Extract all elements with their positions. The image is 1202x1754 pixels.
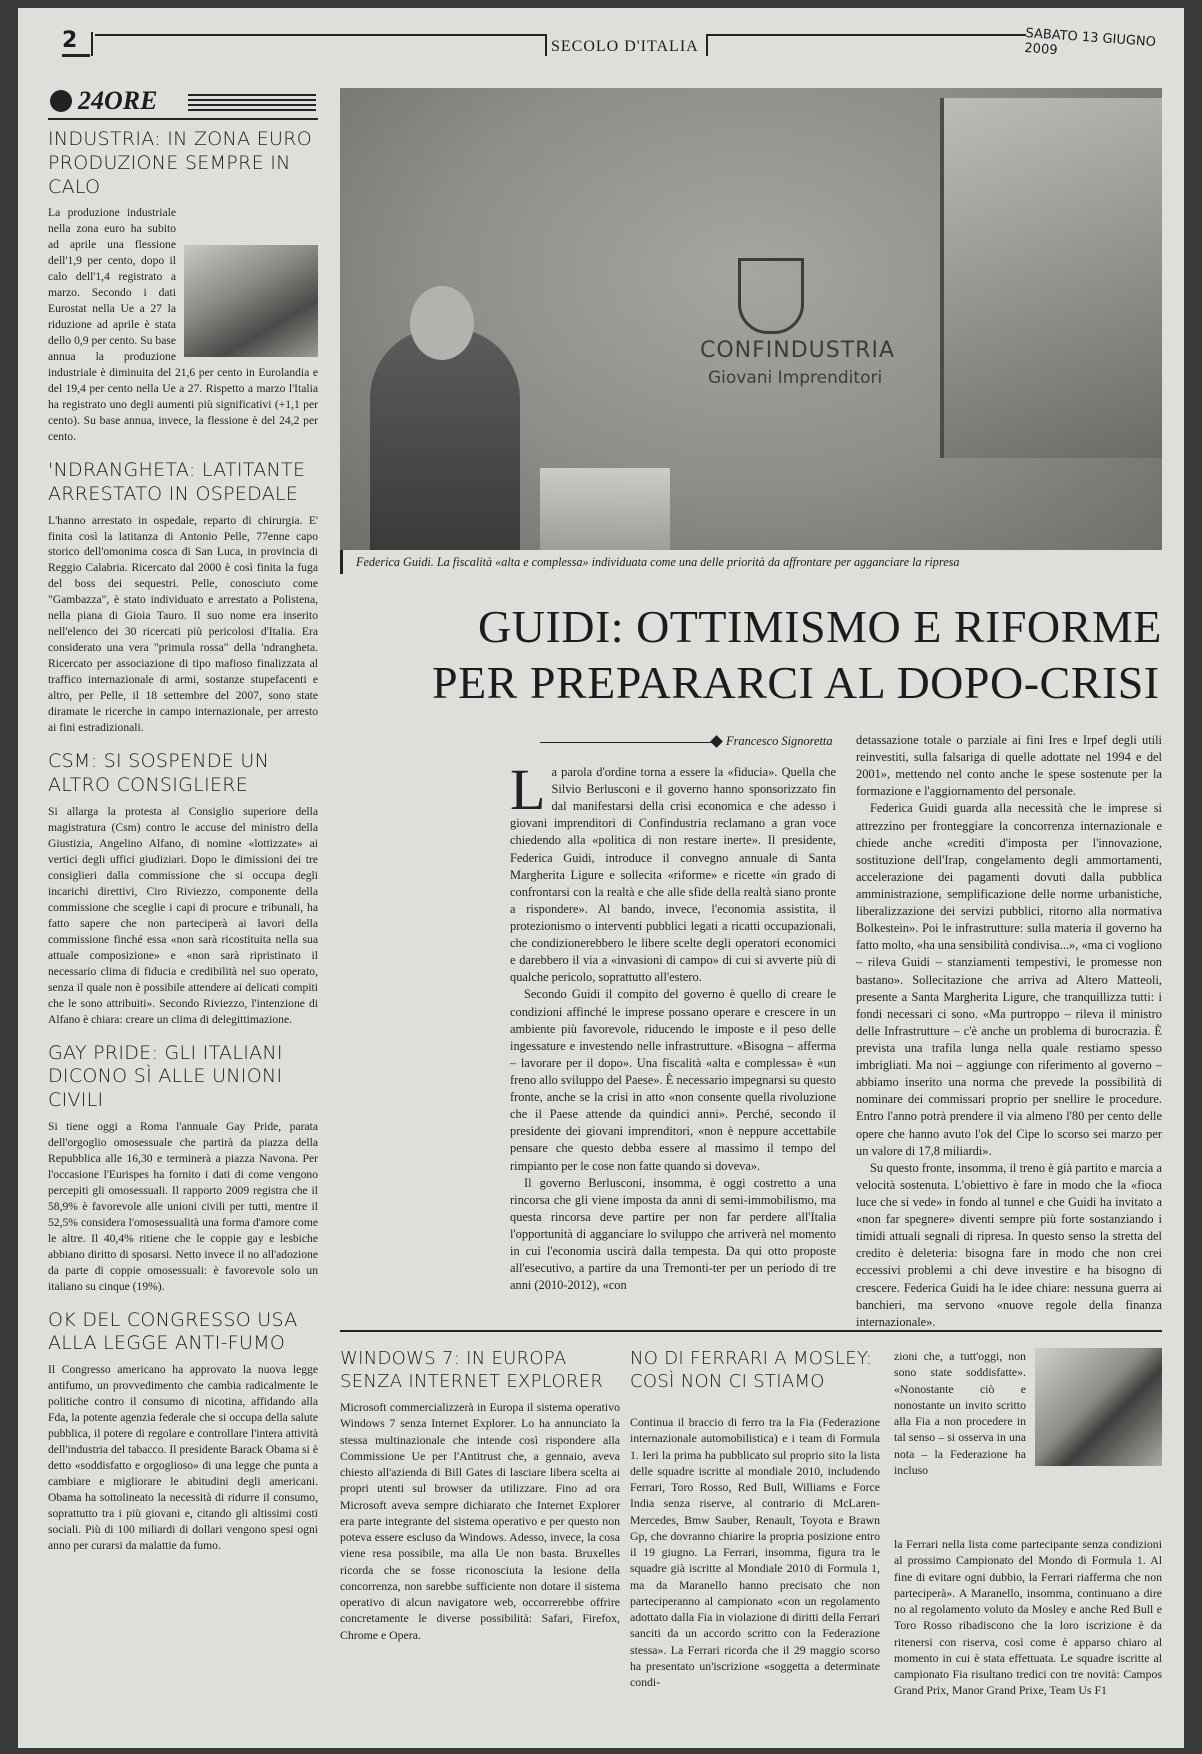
article-paragraph: Federica Guidi guarda alla necessità che le imprese si attrezzino per fronteggiare la concorrenza internazionale e chiede anche «crediti d'imposta per l'innovazione, sostituzione dell'Irap, congelamento degli ammortamenti, accelerazione dei pagamenti dovuti dalla pubblica amministrazione, semplificazione delle norme urbanistiche, liberalizzazione dei servizi pubblici, ritorno alla normativa Bolkestein». Poi le infrastrutture: sulla materia il governo ha fatto molto, «ha una sensibilità condivisa...», «ma ci vogliono – rileva Guidi – stanziamenti tempestivi, le promesse non bastano». Sollecitazione che arriva ad Altero Matteoli, presente a Santa Margherita Ligure, che tranquillizza tutti: i fondi necessari ci sono. «Ma purtroppo – rileva il ministro delle Infrastrutture – c'è anche un problema di burocrazia. È prevista una trafila lunga nella quale restiamo spesso imbrigliati. Ma noi – aggiunge con riferimento al governo – abbiamo inserito una norma che prevede la possibilità di nominare dei commissari proprio per snellire le procedure. Entro l'anno potrà prendere il via almeno l'80 per cento delle opere che hanno avuto l'ok del Cipe lo scorso sei marzo per un valore di 17,8 miliardi».: [856, 801, 1162, 1158]
article-paragraph: Il governo Berlusconi, insomma, è oggi costretto a una rincorsa che gli viene imposta da anni di semi-immobilismo, ma questa rincorsa deve partire per non far perdere all'Italia l'opportunità di agganciare lo sviluppo che arriverà nel momento in cui l'economia uscirà dalla tempesta. Da qui otto proposte all'esecutivo, a partire da una Tremonti-ter per un periodo di tre anni (2010-2012), «con: [510, 1175, 836, 1293]
brief-text: Il Congresso americano ha approvato la nuova legge antifumo, un provvedimento che cambia radicalmente le politiche contro il consumo di nicotina, affidando alla Fda, la potente agenzia federale che si occupa della salute pubblica, il potere di regolare e controllare l'intera attività dell'industria del tabacco. Il presidente Barack Obama si è detto «soddisfatto e orgoglioso» di una legge che punta a cambiare e migliorare le abitudini degli americani. Obama ha sottolineato la necessità di ridurre il consumo, soprattutto tra i più giovani e, citando gli altissimi costi sociali. Più di 100 miliardi di dollari vengono spesi ogni anno per curarsi da malattie da fumo.: [48, 1363, 318, 1552]
confindustria-logo-subtext: Giovani Imprenditori: [708, 368, 883, 388]
photo-caption: Federica Guidi. La fiscalità «alta e complessa» individuata come una delle priorità da affrontare per agganciare la ripresa: [356, 555, 960, 569]
main-article-col-2: [856, 732, 1162, 1331]
article-text-col-2-bottom: la Ferrari nella lista come partecipante senza condizioni al prossimo Campionato del Mondo di Formula 1. Al fine di evitare ogni dubbio, la Ferrari riafferma che non parteciperà». A Maranello, insomma, continuano a dire no al regolamento voluto da Mosley e anche Red Bull e Toro Rosso ribadiscono che la loro iscrizione è da ritenersi con riserva, così come è apparso chiaro al momento in cui è stata effettuata. Le squadre iscritte al campionato Fia risultano tredici con tre novità: Campos Grand Prix, Manor Grand Prixe, Team Us F1: [894, 1537, 1162, 1698]
main-photo: [340, 88, 1162, 550]
article-title: WINDOWS 7: IN EUROPA SENZA INTERNET EXPLORER: [340, 1348, 604, 1392]
brief-csm: [48, 750, 318, 1027]
brief-text: La produzione industriale nella zona euro ha subito ad aprile una flessione dell'1,9 per cento, dopo il calo dell'1,4 registrato a marzo. Secondo i dati Eurostat nella Ue a 27 la riduzione ad aprile è stata dello 0,9 per cento. Su base annua la produzione industriale è diminuita del 21,6 per cento in Eurolandia e del 19,4 per cento nella Ue a 27. Rispetto a marzo l'Italia ha registrato uno degli aumenti più significativi (+1,1 per cento). Su base annua, invece, la flessione è del 24,2 per cento.: [48, 206, 318, 444]
screen-panel: [940, 98, 1162, 458]
globe-icon: [50, 90, 72, 112]
article-paragraph: Su questo fronte, insomma, il treno è già partito e marcia a velocità sostenuta. L'obiettivo è fare in modo che la «fioca luce che si vede» in fondo al tunnel e che Guidi ha invitato a «non far spegnere» diventi sempre più forte sostanziando i timidi attuali segnali di ripresa. In questo senso la stretta del credito è deleteria: bisogna fare in modo che non crei eccessivi problemi a chi deve investire e ha bisogno di crescere. Federica Guidi ha le idee chiare: nessuna guerra ai banchieri, ma servono «nuove regole della finanza internazionale».: [856, 1160, 1162, 1329]
masthead-divider: [706, 34, 708, 56]
confindustria-logo-text: CONFINDUSTRIA: [700, 338, 896, 363]
sidebar: [48, 88, 318, 1554]
speaker-figure: [370, 328, 520, 550]
brief-title: INDUSTRIA: IN ZONA EURO PRODUZIONE SEMPRE IN CALO: [48, 128, 312, 198]
brief-ndrangheta: [48, 459, 318, 736]
section-divider: [340, 1330, 1162, 1332]
speaker-head: [410, 286, 474, 360]
article-paragraph: Secondo Guidi il compito del governo è quello di creare le condizioni affinché le imprese possano operare e crescere in un ambiente più favorevole, riducendo le imposte e il peso delle ingessature e investendo nelle infrastrutture. «Bisogna – afferma – lavorare per il dopo». Una fiscalità «alta e complessa» è «un freno allo sviluppo del Paese». È necessario impegnarsi su questo fronte, anche se la crisi in atto «non consente quella rivoluzione che il Paese attende da quindici anni». Perché, secondo il presidente dei giovani imprenditori, «non è neppure accettabile pensare che questo debba essere al massimo il tempo del rimpianto per le cose non fatte quando si doveva».: [510, 987, 836, 1173]
article-text-col-1: Continua il braccio di ferro tra la Fia (Federazione internazionale automobilistica) e i team di Formula 1. Ieri la prima ha pubblicato sul proprio sito la lista delle squadre iscritte al mondiale 2010, includendo Ferrari, Toro Rosso, Red Bull, Williams e Force India senza riserve, al contrario di McLaren-Mercedes, Bmw Sauber, Renault, Toyota e Brawn Gp, che dovranno chiarire la propria posizione entro il 19 giugno. La Ferrari, insomma, figura tra le squadre già iscritte al Mondiale 2010 di Formula 1, ma da Maranello hanno precisato che non parteciperanno al campionato «con un regolamento adottato dalla Fia in violazione di diritti della Ferrari sanciti da un accordo scritto con la Federazione stessa». La Ferrari ricorda che il 29 maggio scorso ha presentato un'iscrizione «soggetta a determinate condi-: [630, 1415, 880, 1690]
brief-text: L'hanno arrestato in ospedale, reparto di chirurgia. E' finita così la latitanza di Antonio Pelle, 77enne capo storico dell'omonima cosca di San Luca, in provincia di Reggio Calabria. Ricercato dal 2000 è così finita la fuga del boss dei sequestri. Pelle, conosciuto come "Gambazza", è stato individuato e arrestato a Polistena, nella piana di Gioia Tauro. Il suo nome era inserito nell'elenco dei 30 ricercati più pericolosi d'Italia. Era considerato una vera "primula rossa" della 'ndrangheta. Ricercato per associazione di tipo mafioso finalizzata al traffico internazionale di armi, sostanze stupefacenti e altro, per Pelle, il 18 settembre del 2007, sono state diramate le ricerche in campo internazionale, per arresto ai fini estradizionali.: [48, 513, 318, 735]
sidebar-logo-text: 24ORE: [78, 86, 158, 115]
byline-diamond-icon: [710, 735, 723, 748]
factory-photo: [184, 245, 318, 357]
headline-line-1: GUIDI: OTTIMISMO E RIFORME: [478, 601, 1162, 652]
byline: Francesco Signoretta: [726, 734, 833, 748]
article-paragraph: a parola d'ordine torna a essere la «fiducia». Quella che Silvio Berlusconi e il governo hanno sponsorizzato fin dal manifestarsi della crisi economica e che adesso i giovani imprenditori di Confindustria reclamano a gran voce chiedendo alla «politica di non restare inerte». Il presidente, Federica Guidi, introduce il convegno annuale di Santa Margherita Ligure e sollecita «riforme» e ricette «in grado di confrontarsi con la realtà e che alle sfide della realtà siano pronte a rispondere». Al bando, invece, l'economia assistita, il protezionismo o interventi pubblici legati a ricatti occupazionali, che condizionerebbero le libere scelte degli operatori economici e darebbero il via a «invasioni di campo» di cui si avverte più di qualche pericolo, soprattutto all'estero.: [510, 765, 836, 985]
brief-text: Si allarga la protesta al Consiglio superiore della magistratura (Csm) contro le accuse del ministro della Giustizia, Angelino Alfano, di nomine «lottizzate» ai vertici degli uffici giudiziari. Dopo le dimissioni dei tre consiglieri dalla commissione che si occupa degli incarichi direttivi, Ciro Riviezzo, componente della commissione che sceglie i capi di procure e tribunali, ha fatto sapere che non parteciperà ai lavori della commissione finché essa «non sarà ricostituita nella sua attuale composizione» e «non sarà ripristinato il necessario clima di fiducia e credibilità nel suo operato, senza il quale non è possibile attendere ai delicati compiti che le sono attribuiti». Secondo Riviezzo, l'intenzione di Alfano è chiara: creare un clima di delegittimazione.: [48, 804, 318, 1026]
brief-industria: [48, 128, 318, 445]
byline-rule: [540, 742, 716, 743]
article-text: Microsoft commercializzerà in Europa il sistema operativo Windows 7 senza Internet Explorer. Lo ha annunciato la stessa multinazionale che intende così rispondere alla Commissione Ue per l'Antitrust che, a gennaio, aveva chiesto all'azienda di Bill Gates di lasciare libera scelta ai propri utenti sul browser da utilizzare. Fino ad ora Microsoft aveva sempre dichiarato che Internet Explorer era parte integrante del sistema operativo e per questo non poteva essere escluso da Windows. Adesso, invece, la cosa viene resa possibile, ma alla Ue non basta. Bruxelles ricorda che se fosse riconosciuta la lesione della concorrenza, non sarebbe sufficiente non dotare il sistema operativo di alcun navigatore web, occorrerebbe offrire concretamente le diverse possibilità: Safari, Firefox, Chrome e Opera.: [340, 1400, 620, 1642]
masthead-rule-left: [62, 54, 90, 57]
masthead-rule: [95, 34, 547, 36]
article-text-col-2-top: zioni che, a tutt'oggi, non sono state soddisfatte». «Nonostante ciò e nonostante un invito scritto alla Fia a non procedere in tal senso – si osserva in una nota – la Federazione ha incluso: [894, 1349, 1026, 1477]
brief-congresso: [48, 1309, 318, 1554]
page-number: 2: [62, 28, 78, 53]
newspaper-page: [18, 8, 1184, 1748]
sidebar-logo: [48, 88, 318, 120]
brief-text: Si tiene oggi a Roma l'annuale Gay Pride, parata dell'orgoglio omosessuale che partirà da piazza della Repubblica alle 16,30 e terminerà a piazza Navona. Per l'occasione l'Eurispes ha fornito i dati di come vengono percepiti gli omosessuali. Il rapporto 2009 registra che il 58,9% è favorevole alle unioni civili per tutti, mentre il 52,5% considera l'omosessualità una forma d'amore come le altre. Il 40,4% ritiene che le coppie gay e lesbiche abbiano diritto di sposarsi. Netto invece il no all'adozione da parte di coppie omosessuali: è favorevole solo un italiano su cinque (19%).: [48, 1119, 318, 1293]
racing-car-photo: [1035, 1348, 1162, 1466]
brief-title: GAY PRIDE: GLI ITALIANI DICONO SÌ ALLE UNIONI CIVILI: [48, 1041, 283, 1112]
article-title: NO DI FERRARI A MOSLEY: COSÌ NON CI STIAMO: [630, 1348, 873, 1392]
main-article-col-1: [510, 757, 836, 1294]
brief-title: OK DEL CONGRESSO USA ALLA LEGGE ANTI-FUMO: [48, 1308, 298, 1355]
confindustria-logo-icon: [738, 258, 804, 334]
masthead-divider: [91, 32, 93, 56]
article-windows7: [340, 1348, 620, 1643]
lectern: [540, 468, 670, 550]
brief-title: 'NDRANGHETA: LATITANTE ARRESTATO IN OSPEDALE: [48, 459, 306, 505]
headline-line-2: PER PREPARARCI AL DOPO-CRISI: [432, 657, 1160, 708]
drop-cap: L: [510, 757, 546, 822]
logo-stripes: [188, 94, 316, 114]
issue-date: SABATO 13 GIUGNO 2009: [1023, 26, 1157, 59]
article-paragraph: detassazione totale o parziale ai fini Ires e Irpef degli utili reinvestiti, sulla falsariga di quelle adottate nel 1994 e del 2001», mettendo nel conto anche le spese sostenute per la formazione e l'aggiornamento del personale.: [856, 733, 1162, 799]
masthead-rule: [708, 34, 1026, 36]
paper-name: SECOLO D'ITALIA: [551, 38, 699, 55]
brief-title: CSM: SI SOSPENDE UN ALTRO CONSIGLIERE: [48, 750, 270, 797]
caption-bar: [340, 550, 343, 574]
article-ferrari: [630, 1348, 1162, 1698]
masthead-divider: [545, 34, 547, 56]
brief-gay-pride: [48, 1042, 318, 1295]
